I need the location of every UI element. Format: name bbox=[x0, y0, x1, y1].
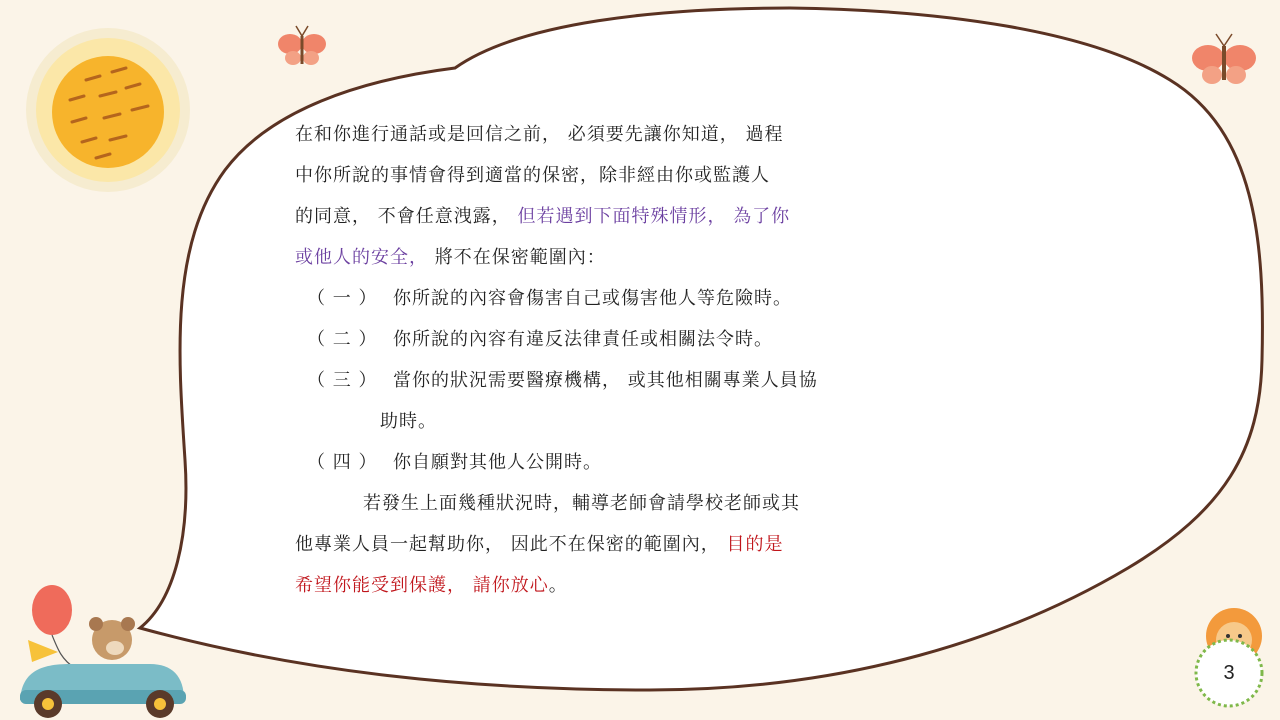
paragraph-line bbox=[295, 196, 1135, 237]
text-line: 他專業人員一起幫助你， 因此不在保密的範圍內， bbox=[295, 534, 727, 555]
list-item-number: （ 三 ） bbox=[307, 370, 378, 391]
paragraph-line bbox=[295, 237, 1135, 278]
paragraph-line bbox=[295, 524, 1135, 565]
text-line: 若發生上面幾種狀況時，輔導老師會請學校老師或其 bbox=[363, 493, 800, 514]
list-item-text: 你自願對其他人公開時。 bbox=[393, 452, 602, 473]
list-item bbox=[295, 278, 1135, 319]
flag-icon bbox=[28, 640, 58, 662]
list-item-number: （ 二 ） bbox=[307, 329, 378, 350]
list-item-text: 當你的狀況需要醫療機構， 或其他相關專業人員協 bbox=[393, 370, 818, 391]
text-line: 將不在保密範圍內： bbox=[434, 247, 606, 268]
sun-icon bbox=[26, 28, 190, 192]
list-item-text: 助時。 bbox=[380, 411, 437, 432]
list-item bbox=[295, 319, 1135, 360]
list-item-number: （ 四 ） bbox=[307, 452, 378, 473]
butterfly-icon bbox=[278, 26, 326, 65]
paragraph-line bbox=[295, 114, 1135, 155]
text-line: 的同意， 不會任意洩露， bbox=[295, 206, 518, 227]
list-item-number: （ 一 ） bbox=[307, 288, 378, 309]
list-item-text: 你所說的內容有違反法律責任或相關法令時。 bbox=[393, 329, 773, 350]
paragraph-line bbox=[295, 155, 1135, 196]
list-item bbox=[295, 360, 1135, 401]
paragraph-line bbox=[295, 565, 1135, 606]
confidentiality-notice bbox=[295, 114, 1135, 606]
page-number: 3 bbox=[1223, 662, 1235, 684]
highlight-text: 但若遇到下面特殊情形， 為了你 bbox=[517, 206, 791, 227]
list-item-text: 你所說的內容會傷害自己或傷害他人等危險時。 bbox=[393, 288, 792, 309]
butterfly-icon bbox=[1192, 34, 1256, 84]
list-item bbox=[295, 442, 1135, 483]
list-item-continuation bbox=[295, 401, 1135, 442]
highlight-text: 或他人的安全， bbox=[295, 247, 435, 268]
paragraph-line bbox=[295, 483, 1135, 524]
page-number-container bbox=[1196, 640, 1262, 706]
emphasis-text: 希望你能受到保護， 請你放心 bbox=[295, 575, 549, 596]
text-line: 。 bbox=[548, 575, 568, 596]
emphasis-text: 目的是 bbox=[726, 534, 784, 555]
text-line: 中你所說的事情會得到適當的保密，除非經由你或監護人 bbox=[295, 165, 770, 186]
text-line: 在和你進行通話或是回信之前， 必須要先讓你知道， 過程 bbox=[295, 124, 784, 145]
